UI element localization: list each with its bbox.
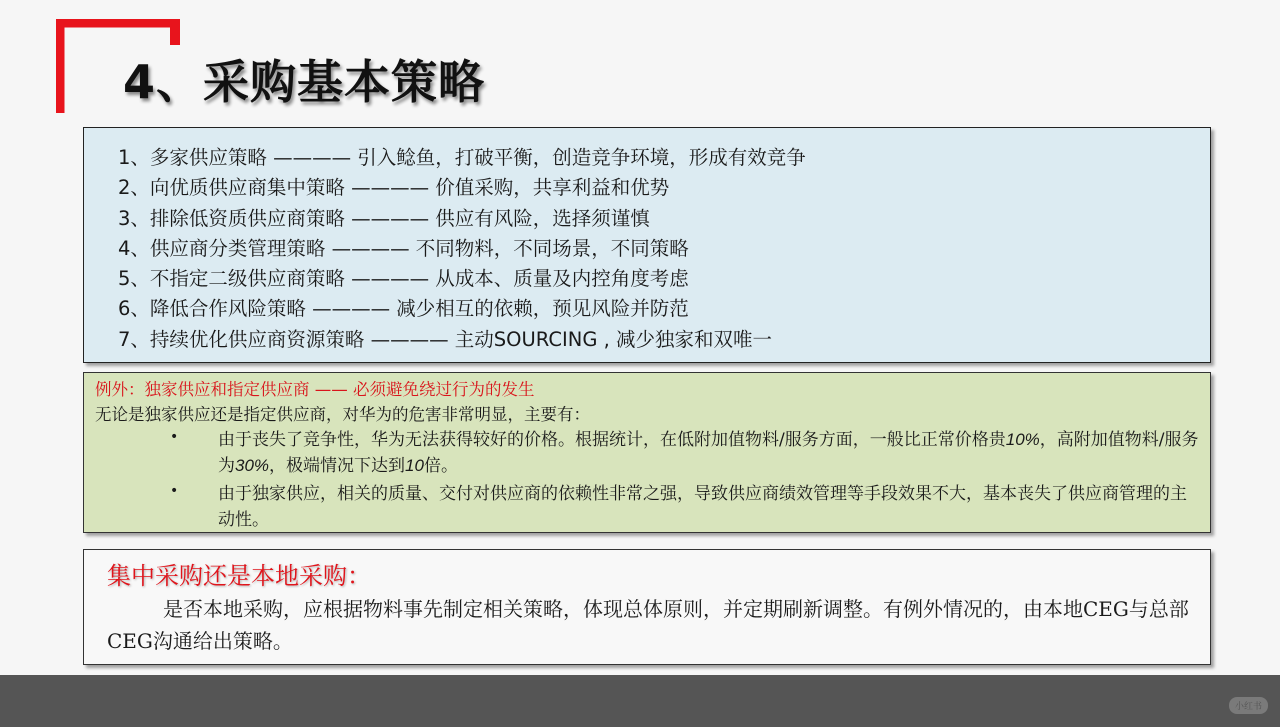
strategy-list <box>84 128 1210 355</box>
strategy-item: 4、供应商分类管理策略 ———— 不同物料，不同场景，不同策略 <box>118 236 689 260</box>
strategy-item: 2、向优质供应商集中策略 ———— 价值采购，共享利益和优势 <box>118 176 670 200</box>
bullet-icon: • <box>170 429 179 445</box>
bottom-bar <box>0 675 1280 727</box>
strategy-list-box <box>83 127 1211 363</box>
strategy-item: 7、持续优化供应商资源策略 ———— 主动SOURCING , 减少独家和双唯一 <box>118 327 773 351</box>
strategy-item: 6、降低合作风险策略 ———— 减少相互的依赖，预见风险并防范 <box>118 297 689 321</box>
exception-box <box>83 372 1211 533</box>
bullet-icon: • <box>170 483 179 499</box>
exception-intro: 无论是独家供应还是指定供应商，对华为的危害非常明显，主要有： <box>95 405 590 424</box>
watermark-badge: 小红书 <box>1229 697 1268 714</box>
page-title: 4、采购基本策略 <box>123 55 486 109</box>
exception-heading: 例外：独家供应和指定供应商 —— 必须避免绕过行为的发生 <box>95 380 535 399</box>
local-procurement-title: 集中采购还是本地采购： <box>107 562 371 590</box>
strategy-item: 5、不指定二级供应商策略 ———— 从成本、质量及内控角度考虑 <box>118 267 689 291</box>
strategy-item: 3、排除低资质供应商策略 ———— 供应有风险，选择须谨慎 <box>118 206 650 230</box>
strategy-item: 1、多家供应策略 ———— 引入鲶鱼，打破平衡，创造竞争环境，形成有效竞争 <box>118 146 806 169</box>
local-procurement-body: 是否本地采购，应根据物料事先制定相关策略，体现总体原则，并定期刷新调整。有例外情况的，由本地CEG与总部CEG沟通给出策略。 <box>107 597 1189 653</box>
exception-bullet-dependency: 由于独家供应，相关的质量、交付对供应商的依赖性非常之强，导致供应商绩效管理等手段效果不大，基本丧失了供应商管理的主动性。 <box>218 484 1187 530</box>
local-procurement-box <box>83 549 1211 665</box>
exception-bullet-price: 由于丧失了竞争性，华为无法获得较好的价格。根据统计，在低附加值物料/服务方面，一般比正常价格贵10%，高附加值物料/服务为30%，极端情况下达到10倍。 <box>218 430 1199 476</box>
